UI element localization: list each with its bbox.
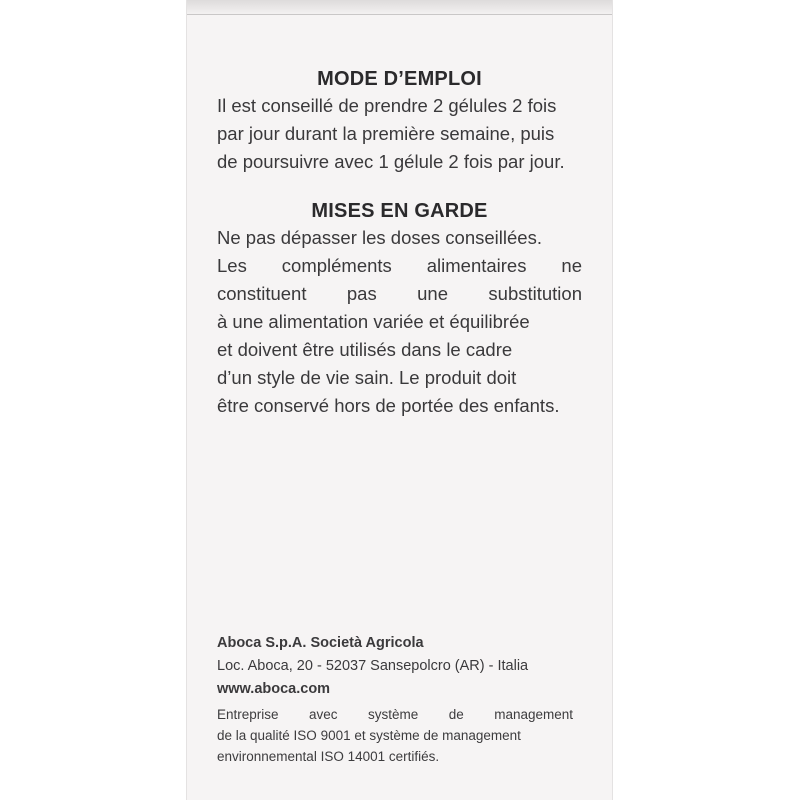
mises-en-garde-line: être conservé hors de portée des enfants. <box>217 395 560 416</box>
mode-emploi-title: MODE D’EMPLOI <box>317 68 482 90</box>
mises-en-garde-line: Les compléments alimentaires ne <box>217 255 582 276</box>
mode-emploi-text <box>217 92 582 176</box>
mises-en-garde-title: MISES EN GARDE <box>311 200 488 222</box>
mises-en-garde-line: d’un style de vie sain. Le produit doit <box>217 367 517 388</box>
package-panel <box>186 0 613 800</box>
certification-text <box>217 704 573 767</box>
company-name: Aboca S.p.A. Società Agricola <box>217 635 424 651</box>
mises-en-garde-line: à une alimentation variée et équilibrée <box>217 311 530 332</box>
company-block <box>217 632 577 701</box>
package-top-edge <box>187 0 612 15</box>
company-website: www.aboca.com <box>217 681 331 697</box>
mode-emploi-line: Il est conseillé de prendre 2 gélules 2 fois <box>217 95 557 116</box>
mode-emploi-line: par jour durant la première semaine, puis <box>217 123 555 144</box>
certification-line: Entreprise avec système de management <box>217 707 573 722</box>
mises-en-garde-line: et doivent être utilisés dans le cadre <box>217 339 513 360</box>
certification-line: environnemental ISO 14001 certifiés. <box>217 749 440 764</box>
certification-line: de la qualité ISO 9001 et système de management <box>217 728 521 743</box>
company-address: Loc. Aboca, 20 - 52037 Sansepolcro (AR) - Italia <box>217 658 529 674</box>
mises-en-garde-line: constituent pas une substitution <box>217 283 582 304</box>
mode-emploi-line: de poursuivre avec 1 gélule 2 fois par jour. <box>217 151 565 172</box>
mises-en-garde-text <box>217 224 582 420</box>
mises-en-garde-line: Ne pas dépasser les doses conseillées. <box>217 227 542 248</box>
